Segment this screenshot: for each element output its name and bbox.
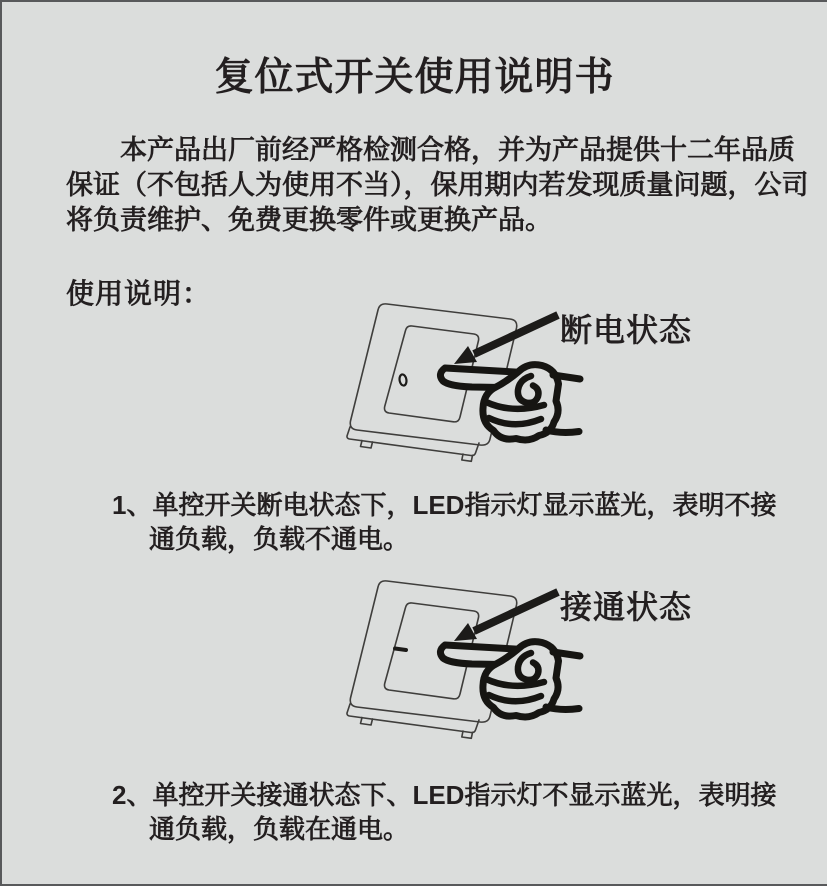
intro-paragraph	[66, 133, 811, 238]
item-1-line-1: 1、单控开关断电状态下，LED指示灯显示蓝光，表明不接	[112, 490, 777, 520]
pointing-hand-drawing	[440, 642, 580, 717]
led-indicator-dash	[395, 649, 406, 651]
item-1-line-2: 通负载，负载不通电。	[149, 524, 410, 554]
page-title: 复位式开关使用说明书	[214, 56, 615, 99]
pointing-hand-drawing	[440, 365, 580, 440]
intro-line-2: 保证（不包括人为使用不当），保用期内若发现质量问题，公司	[66, 170, 809, 200]
item-2-line-1: 2、单控开关接通状态下、LED指示灯不显示蓝光，表明接	[112, 780, 777, 810]
figure-label-off: 断电状态	[560, 312, 693, 348]
instruction-item-2	[112, 778, 776, 846]
intro-line-3: 将负责维护、免费更换零件或更换产品。	[66, 205, 552, 235]
intro-line-1: 本产品出厂前经严格检测合格，并为产品提供十二年品质	[120, 135, 795, 165]
item-2-line-2: 通负载，负载在通电。	[149, 814, 410, 844]
callout-arrow	[454, 315, 558, 364]
callout-arrow	[454, 592, 558, 641]
usage-instructions-heading: 使用说明：	[66, 278, 212, 309]
instruction-item-1	[112, 488, 776, 556]
figure-power-off-state	[332, 292, 722, 482]
led-indicator-oval	[399, 374, 407, 386]
figure-connected-state	[332, 569, 722, 759]
figure-label-on: 接通状态	[560, 589, 693, 625]
